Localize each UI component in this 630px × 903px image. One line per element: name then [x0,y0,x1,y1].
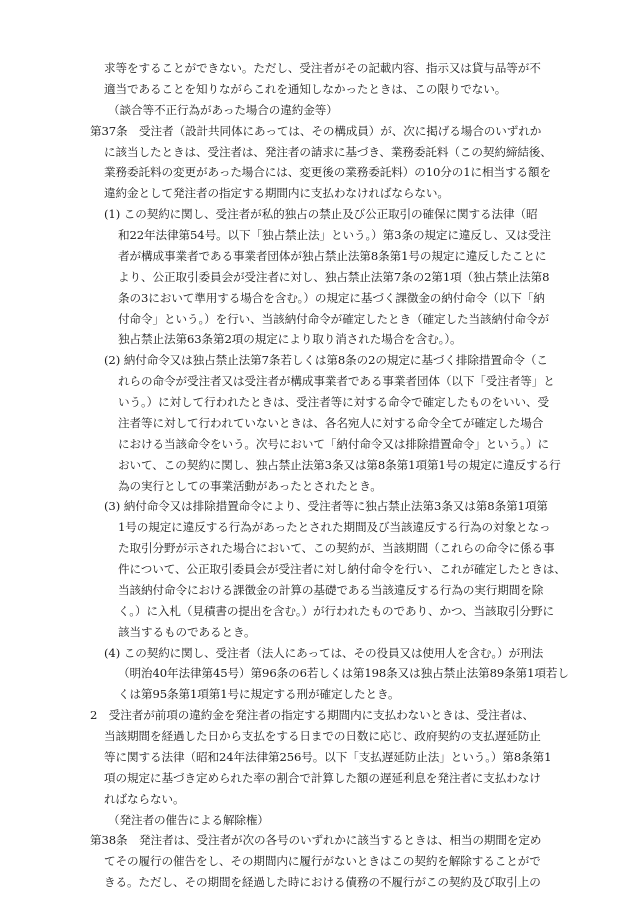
text-line: 違約金として発注者の指定する期間内に支払わなければならない。 [104,186,449,200]
text-line: てその履行の催告をし、その期間内に履行がないときはこの契約を解除することがで [104,854,541,868]
section-caption: （談合等不正行為があった場合の違約金等） [108,103,338,117]
text-line: 和22年法律第54号。以下「独占禁止法」という。）第3条の規定に違反し、又は受注 [118,228,551,242]
section-caption: （発注者の催告による解除権） [108,813,269,827]
item-1: (1) この契約に関し、受注者が私的独占の禁止及び公正取引の確保に関する法律（昭 [104,207,538,221]
text-line: くは第95条第1項第1号に規定する刑が確定したとき。 [118,687,400,701]
text-line: 該当するものであるとき。 [118,625,256,639]
text-line: 者が構成事業者である事業者団体が独占禁止法第8条第1号の規定に違反したことに [118,249,547,263]
item-2: (2) 納付命令又は独占禁止法第7条若しくは第8条の2の規定に基づく排除措置命令（こ [104,353,548,367]
text-line: 項の規定に基づき定められた率の割合で計算した額の遅延利息を発注者に支払わなけ [104,771,541,785]
text-line: （明治40年法律第45号）第96条の6若しくは第198条又は独占禁止法第89条第1項若し [118,666,569,680]
text-line: 当該納付命令における課徴金の計算の基礎である当該違反する行為の実行期間を除 [118,583,544,597]
text-line: 独占禁止法第63条第2項の規定により取り消された場合を含む。）。 [118,332,462,346]
article-heading: 第37条 受注者（設計共同体にあっては、その構成員）が、次に掲げる場合のいずれか [90,124,542,138]
text-line: 求等をすることができない。ただし、受注者がその記載内容、指示又は貸与品等が不 [104,61,541,75]
text-line: 件について、公正取引委員会が受注者に対し納付命令を行い、これが確定したときは、 [118,562,566,576]
text-line: く。）に入札（見積書の提出を含む。）が行われたものであり、かつ、当該取引分野に [118,604,554,618]
text-line: における当該命令をいう。次号において「納付命令又は排除措置命令」という。）に [118,437,549,451]
text-line: より、公正取引委員会が受注者に対し、独占禁止法第7条の2第1項（独占禁止法第8 [118,270,550,284]
text-line: おいて、この契約に関し、独占禁止法第3条又は第8条第1項第1号の規定に違反する行 [118,458,561,472]
text-line: 適当であることを知りながらこれを通知しなかったときは、この限りでない。 [104,82,507,96]
text-line: ればならない。 [104,792,185,806]
text-line: 1号の規定に違反する行為があったとされた期間及び当該違反する行為の対象となっ [118,520,551,534]
text-line: に該当したときは、受注者は、発注者の請求に基づき、業務委託料（この契約締結後、 [104,145,552,159]
text-line: いう。）に対して行われたときは、受注者等に対する命令で確定したものをいい、受 [118,395,549,409]
text-line: 当該期間を経過した日から支払をする日までの日数に応じ、政府契約の支払遅延防止 [104,729,541,743]
text-line: た取引分野が示された場合において、この契約が、当該期間（これらの命令に係る事 [118,541,555,555]
item-4: (4) この契約に関し、受注者（法人にあっては、その役員又は使用人を含む。）が刑法 [104,646,544,660]
text-line: 業務委託料の変更があった場合には、変更後の業務委託料）の10分の1に相当する額を [104,165,551,179]
text-line: 条の3において準用する場合を含む。）の規定に基づく課徴金の納付命令（以下「納 [118,291,545,305]
text-line: 付命令」という。）を行い、当該納付命令が確定したとき（確定した当該納付命令が [118,312,549,326]
paragraph-2: 2 受注者が前項の違約金を発注者の指定する期間内に支払わないときは、受注者は、 [90,708,535,722]
text-line: れらの命令が受注者又は受注者が構成事業者である事業者団体（以下「受注者等」と [118,374,555,388]
article-heading: 第38条 発注者は、受注者が次の各号のいずれかに該当するときは、相当の期間を定め [90,833,542,847]
text-line: 注者等に対して行われていないときは、各名宛人に対する命令全てが確定した場合 [118,416,544,430]
text-line: 等に関する法律（昭和24年法律第256号。以下「支払遅延防止法」という。）第8条第1 [104,750,552,764]
text-line: 為の実行としての事業活動があったとされたとき。 [118,479,382,493]
item-3: (3) 納付命令又は排除措置命令により、受注者等に独占禁止法第3条又は第8条第1項第 [104,499,548,513]
text-line: きる。ただし、その期間を経過した時における債務の不履行がこの契約及び取引上の [104,875,541,889]
